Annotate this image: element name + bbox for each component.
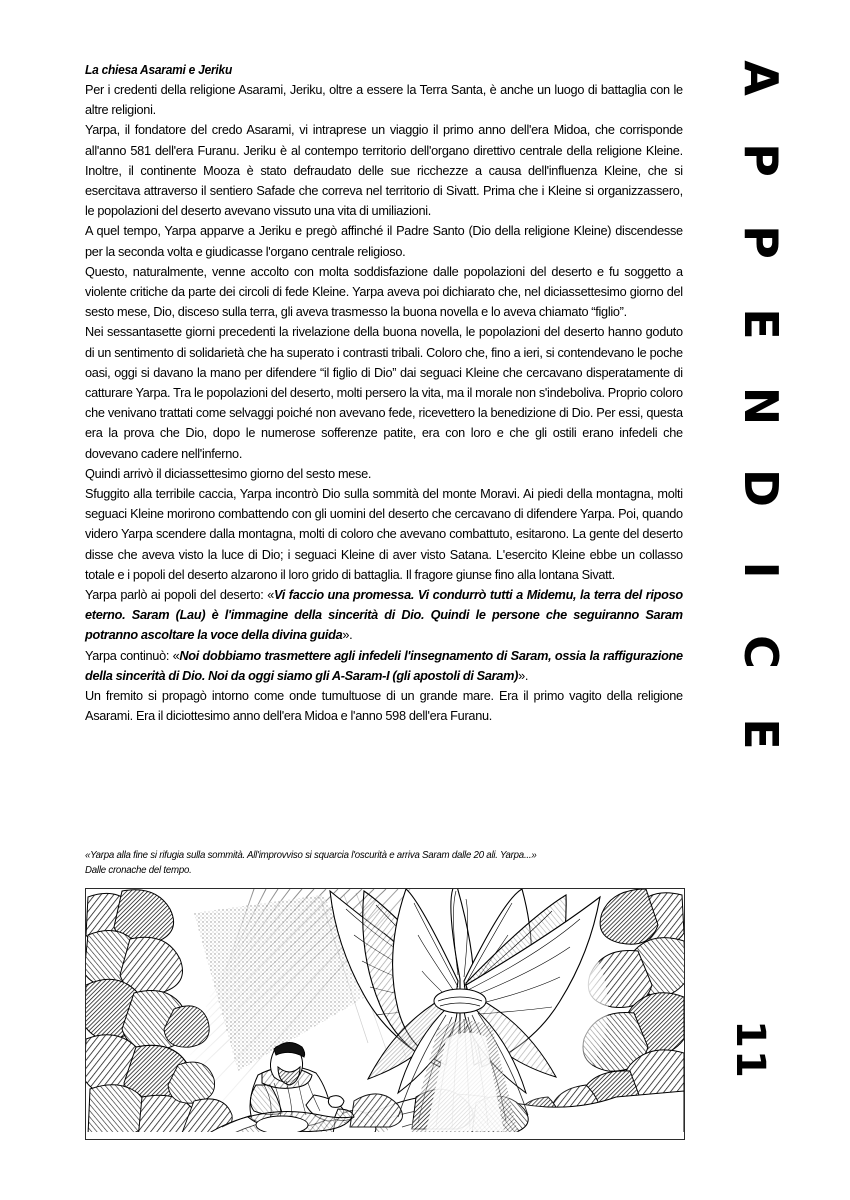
appendice-letter-2: P: [734, 143, 788, 177]
appendice-side-tab: [706, 55, 816, 1080]
paragraph-intro: Per i credenti della religione Asarami, Jeriku, oltre a essere la Terra Santa, è anche un luogo di battaglia con le altre religioni.: [85, 82, 683, 118]
article-text-column: [85, 60, 683, 727]
speech-two-tail: ».: [518, 667, 529, 683]
paragraph-moravi: Sfuggito alla terribile caccia, Yarpa incontrò Dio sulla sommità del monte Moravi. Ai piedi della montagna, molti seguaci Kleine morirono combattendo con gli uomini del deserto che cercavano di difendere Yarpa. Poi, quando videro Yarpa scendere dalla montagna, molti di coloro che avevano combattuto, esitarono. La gente del deserto disse che aveva visto la luce di Dio; i seguaci Kleine di aver visto Satana. L'esercito Kleine ebbe un collasso totale e i popoli del deserto alzarono il loro grido di battaglia. Il fragore giunse fino alla lontana Sivatt.: [85, 486, 683, 582]
paragraph-reception: Questo, naturalmente, venne accolto con molta soddisfazione dalle popolazioni del deserto e fu soggetto a violente critiche da parte dei circoli di fede Kleine. Yarpa aveva poi dichiarato che, nel diciassettesimo giorno del sesto mese, Dio, disceso sulla terra, gli aveva trasmesso la buona novella e lo aveva chiamato “figlio”.: [85, 263, 683, 320]
paragraph-closing: Un fremito si propagò intorno come onde tumultuose di un grande mare. Era il primo vagito della religione Asarami. Era il diciottesimo anno dell'era Midoa e l'anno 598 dell'era Furanu.: [85, 688, 683, 724]
appendice-letter-1: A: [734, 60, 788, 96]
appendice-letter-6: D: [734, 468, 788, 508]
paragraph-seventeenth-day: Quindi arrivò il diciassettesimo giorno del sesto mese.: [85, 465, 372, 481]
speech-one-tail: ».: [342, 627, 353, 643]
paragraph-yarpa-journey: Yarpa, il fondatore del credo Asarami, vi intraprese un viaggio il primo anno dell'era Midoa, che corrisponde all'anno 581 dell'era Furanu. Jeriku è al contempo territorio dell'organo direttivo centrale della religione Kleine. Inoltre, il continente Mooza è stato defraudato delle sue ricchezze a causa dell'influenza Kleine, che si esercitava attraverso il sentiero Safade che correva nel territorio di Sivatt. Prima che i Kleine si organizzassero, le popolazioni del deserto avevano vissuto una vita di umiliazioni.: [85, 122, 683, 219]
appendice-letter-8: C: [734, 635, 788, 669]
illustration-artwork: [86, 889, 684, 1139]
appendice-letter-9: E: [734, 718, 788, 750]
paragraph-solidarity: Nei sessantasette giorni precedenti la rivelazione della buona novella, le popolazioni del deserto hanno goduto di un sentimento di solidarietà che ha superato i contrasti tribali. Coloro che, fino a ieri, si contendevano le poche oasi, oggi si davano la mano per difendere “il figlio di Dio” dai seguaci Kleine che cercavano disperatamente di catturare Yarpa. Tra le popolazioni del deserto, molti persero la vita, ma il morale non s'indeboliva. Proprio coloro che venivano trattati come selvaggi poiché non avevano fede, ricevettero la benedizione di Dio. Per essi, questa era la prova che Dio, dopo le numerose sofferenze patite, era con loro e che gli ostili erano infedeli che dovevano cadere nell'inferno.: [85, 324, 683, 461]
section-heading: La chiesa Asarami e Jeriku: [85, 63, 233, 77]
speech-two-quote: Noi dobbiamo trasmettere agli infedeli l'insegnamento di Saram, ossia la raffigurazione della sincerità di Dio. Noi da oggi siamo gli A-Saram-I (gli apostoli di Saram): [85, 647, 683, 683]
page-number: 11: [726, 1020, 773, 1080]
speech-one-quote: Vi faccio una promessa. Vi condurrò tutti a Midemu, la terra del riposo eterno. Saram (Lau) è l'immagine della sincerità di Dio. Quindi le persone che seguiranno Saram potranno ascoltare la voce della divina guida: [85, 587, 683, 643]
appendice-letter-7: I: [734, 561, 788, 579]
appendice-letter-4: E: [734, 308, 788, 340]
paragraph-speech-two: [85, 646, 683, 686]
caption-line-2: Dalle cronache del tempo.: [85, 864, 192, 876]
illustration-figure: [85, 888, 685, 1140]
speech-two-lead: Yarpa continuò: «: [85, 647, 180, 663]
caption-line-1: «Yarpa alla fine si rifugia sulla sommità. All'improvviso si squarcia l'oscurità e arriva Saram dalle 20 ali. Yarpa...»: [85, 850, 537, 861]
speech-one-lead: Yarpa parlò ai popoli del deserto: «: [85, 587, 275, 603]
figure-caption: [85, 849, 685, 878]
appendice-letter-3: P: [734, 225, 788, 259]
paragraph-speech-one: [85, 585, 683, 646]
appendice-letter-5: N: [734, 386, 788, 426]
paragraph-prayer: A quel tempo, Yarpa apparve a Jeriku e pregò affinché il Padre Santo (Dio della religione Kleine) discendesse per la seconda volta e giudicasse l'organo centrale religioso.: [85, 223, 683, 259]
